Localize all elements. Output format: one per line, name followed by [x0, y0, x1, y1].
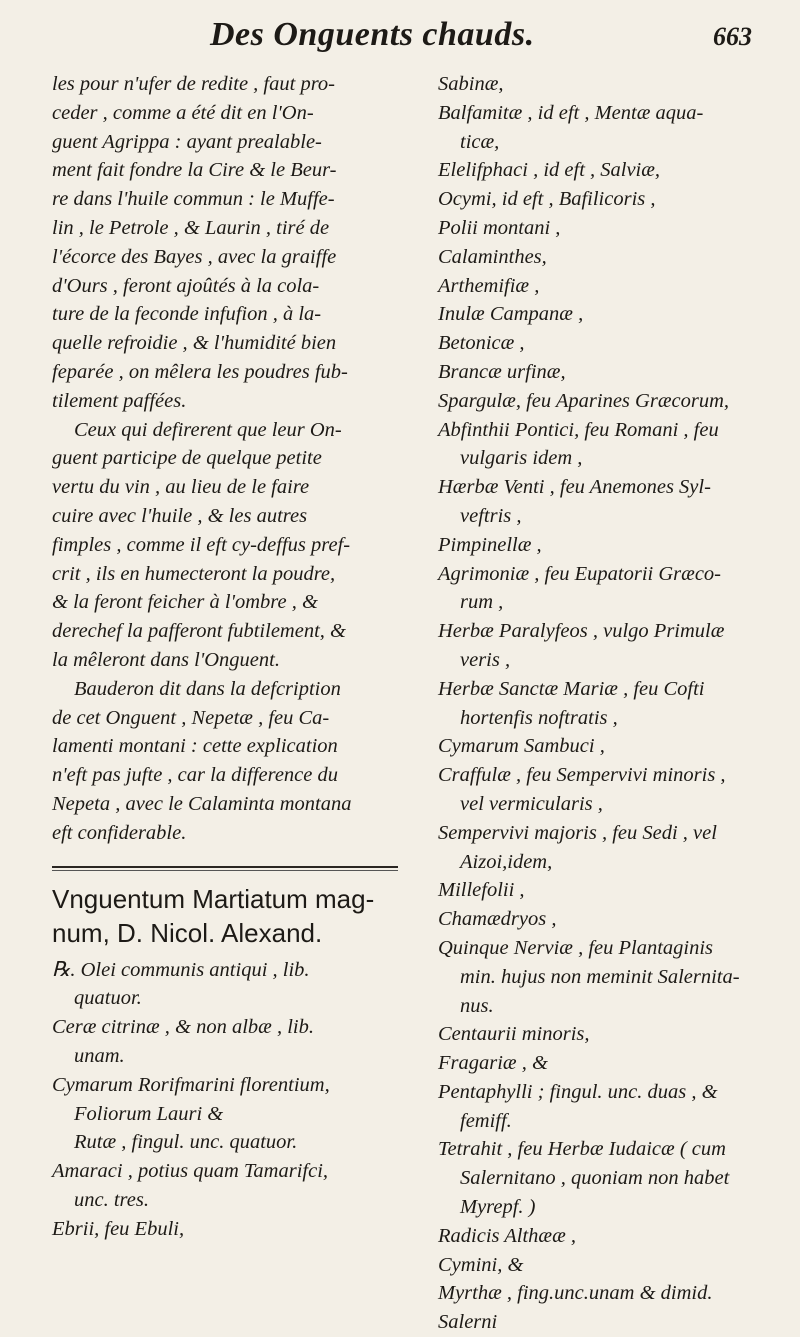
- ingredient-line: vel vermicularis ,: [460, 792, 603, 815]
- ingredient-line: Calaminthes,: [438, 245, 547, 268]
- text-line: fimples , comme il eft cy-deffus pref-: [52, 533, 351, 556]
- text-line: n'eft pas jufte , car la difference du: [52, 764, 339, 787]
- recipe-line: Ebrii, feu Ebuli,: [52, 1217, 185, 1240]
- running-header: [60, 16, 760, 60]
- left-column: [52, 70, 398, 1243]
- section-title: [52, 882, 398, 950]
- text-line: eft confiderable.: [52, 821, 187, 844]
- ingredient-line: Spargulæ, feu Aparines Græcorum,: [438, 389, 729, 412]
- recipe-line: unam.: [74, 1044, 125, 1067]
- running-title: Des Onguents chauds.: [210, 16, 535, 53]
- ingredient-line: Balfamitæ , id eft , Mentæ aqua-: [438, 101, 704, 124]
- ingredient-line: Agrimoniæ , feu Eupatorii Græco-: [438, 562, 722, 585]
- ingredient-line: Cymarum Sambuci ,: [438, 735, 605, 758]
- ingredient-line: min. hujus non meminit Salernita-: [460, 965, 740, 988]
- section-divider: [52, 862, 398, 872]
- recipe-line: ℞. Olei communis antiqui , lib.: [52, 958, 310, 981]
- paragraph-2: [52, 416, 398, 675]
- ingredient-line: Radicis Althææ ,: [438, 1224, 577, 1247]
- ingredient-line: rum ,: [460, 591, 504, 614]
- ingredient-line: Betonicæ ,: [438, 332, 525, 355]
- ingredient-list: [438, 70, 778, 1337]
- ingredient-line: Herbæ Paralyfeos , vulgo Primulæ: [438, 620, 725, 643]
- text-line: ture de la feconde infufion , à la-: [52, 303, 322, 326]
- text-line: ceder , comme a été dit en l'On-: [52, 101, 314, 124]
- ingredient-line: Tetrahit , feu Herbæ Iudaicæ ( cum: [438, 1138, 726, 1161]
- ingredient-line: Abfinthii Pontici, feu Romani , feu: [438, 418, 719, 441]
- ingredient-line: Cymini, &: [438, 1253, 524, 1276]
- ingredient-line: Myrthæ , fing.unc.unam & dimid.: [438, 1282, 713, 1305]
- text-line: Ceux qui defirerent que leur On-: [74, 418, 342, 441]
- text-line: les pour n'ufer de redite , faut pro-: [52, 73, 335, 95]
- text-line: ment fait fondre la Cire & le Beur-: [52, 159, 337, 182]
- ingredient-line: veftris ,: [460, 504, 522, 527]
- ingredient-line: femiff.: [460, 1109, 512, 1132]
- text-line: crit , ils en humecteront la poudre,: [52, 562, 336, 585]
- text-line: & la feront feicher à l'ombre , &: [52, 591, 318, 614]
- page-number: 663: [713, 22, 752, 51]
- text-line: l'écorce des Bayes , avec la graiffe: [52, 245, 337, 268]
- text-line: guent Agrippa : ayant prealable-: [52, 130, 322, 153]
- ingredient-line: Centaurii minoris,: [438, 1023, 590, 1046]
- text-line: tilement paffées.: [52, 389, 187, 412]
- ingredient-line: vulgaris idem ,: [460, 447, 583, 470]
- ingredient-line: Salernitano , quoniam non habet: [460, 1167, 730, 1190]
- ingredient-line: nus.: [460, 994, 494, 1017]
- recipe-line: unc. tres.: [74, 1188, 149, 1211]
- text-line: quelle refroidie , & l'humidité bien: [52, 332, 337, 355]
- text-line: guent participe de quelque petite: [52, 447, 322, 470]
- text-line: vertu du vin , au lieu de le faire: [52, 476, 310, 499]
- ingredient-line: Pentaphylli ; fingul. unc. duas , &: [438, 1080, 718, 1103]
- ingredient-line: Polii montani ,: [438, 216, 561, 239]
- text-line: d'Ours , feront ajoûtés à la cola-: [52, 274, 320, 297]
- recipe-line: Amaraci , potius quam Tamarifci,: [52, 1160, 329, 1183]
- ingredient-line: Craffulæ , feu Sempervivi minoris ,: [438, 764, 726, 787]
- recipe-line: Foliorum Lauri &: [74, 1102, 224, 1125]
- text-line: derechef la pafferont fubtilement, &: [52, 620, 346, 643]
- ingredient-line: Herbæ Sanctæ Mariæ , feu Cofti: [438, 677, 705, 700]
- ingredient-line: Millefolii ,: [438, 879, 525, 902]
- text-line: cuire avec l'huile , & les autres: [52, 504, 308, 527]
- ingredient-line: veris ,: [460, 648, 511, 671]
- ingredient-line: Salerni: [438, 1311, 498, 1334]
- ingredient-line: Sabinæ,: [438, 73, 504, 95]
- recipe-line: Cymarum Rorifmarini florentium,: [52, 1073, 330, 1096]
- ingredient-line: Pimpinellæ ,: [438, 533, 542, 556]
- text-line: feparée , on mêlera les poudres fub-: [52, 360, 348, 383]
- ingredient-line: Elelifphaci , id eft , Salviæ,: [438, 159, 661, 182]
- ingredient-line: ticæ,: [460, 130, 500, 153]
- ingredient-line: Arthemifiæ ,: [438, 274, 540, 297]
- paragraph-3: [52, 675, 398, 848]
- ingredient-line: Quinque Nerviæ , feu Plantaginis: [438, 936, 714, 959]
- text-line: re dans l'huile commun : le Muffe-: [52, 188, 335, 211]
- text-line: Nepeta , avec le Calaminta montana: [52, 792, 352, 815]
- ingredient-line: Aizoi,idem,: [460, 850, 553, 873]
- text-line: Bauderon dit dans la defcription: [74, 677, 341, 700]
- ingredient-line: Myrepf. ): [460, 1196, 536, 1219]
- right-column: [438, 70, 778, 1337]
- ingredient-line: Fragariæ , &: [438, 1052, 548, 1075]
- ingredient-line: Chamædryos ,: [438, 908, 557, 931]
- section-title-line: num, D. Nicol. Alexand.: [52, 917, 323, 948]
- ingredient-line: Ocymi, id eft , Bafilicoris ,: [438, 188, 656, 211]
- ingredient-line: Sempervivi majoris , feu Sedi , vel: [438, 821, 717, 844]
- text-line: de cet Onguent , Nepetæ , feu Ca-: [52, 706, 330, 729]
- paragraph-1: [52, 70, 398, 416]
- text-line: lamenti montani : cette explication: [52, 735, 338, 758]
- text-line: la mêleront dans l'Onguent.: [52, 648, 280, 671]
- recipe-line: Rutæ , fingul. unc. quatuor.: [74, 1131, 298, 1154]
- ingredient-line: hortenfis noftratis ,: [460, 706, 618, 729]
- ingredient-line: Inulæ Campanæ ,: [438, 303, 584, 326]
- ingredient-line: Brancæ urfinæ,: [438, 360, 566, 383]
- text-line: lin , le Petrole , & Laurin , tiré de: [52, 216, 330, 239]
- ingredient-line: Hærbæ Venti , feu Anemones Syl-: [438, 476, 711, 499]
- recipe-line: quatuor.: [74, 987, 142, 1010]
- recipe-line: Ceræ citrinæ , & non albæ , lib.: [52, 1016, 314, 1039]
- section-title-line: Vnguentum Martiatum mag-: [52, 883, 375, 914]
- recipe-list: [52, 956, 398, 1244]
